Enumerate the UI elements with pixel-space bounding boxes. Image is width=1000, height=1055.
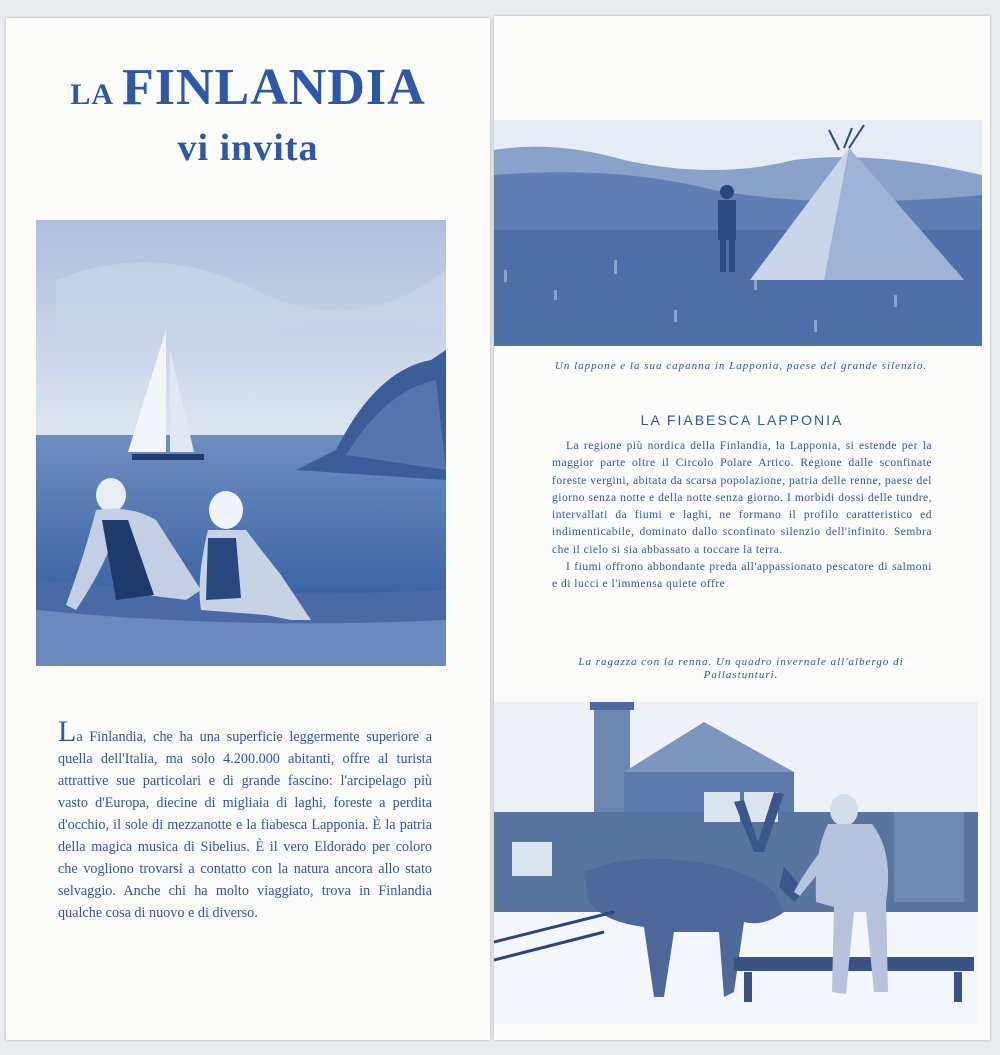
intro-text: [58, 715, 432, 924]
right-page: [494, 16, 990, 1040]
title-main: FINLANDIA: [122, 59, 426, 116]
caption-reindeer: La ragazza con la renna. Un quadro invernale all'albergo di Pallastunturi.: [578, 656, 904, 681]
photo-lapp-hut: [494, 120, 982, 346]
lapland-paragraph-2: I fiumi offrono abbondante preda all'appassionato pescatore di salmoni e di lucci e l'immensa quiete offre: [552, 561, 932, 591]
caption-lapp-hut: Un lappone e la sua capanna in Lapponia, paese del grande silenzio.: [554, 360, 928, 372]
brochure-title: [6, 58, 490, 117]
lapland-paragraph-1: La regione più nordica della Finlandia, la Lapponia, si estende per la maggior parte oltre il Circolo Polare Artico. Regione dalle sconfinate foreste vergini, abitata da scarsa popolazione, patria delle renne, paese del giorno senza notte e della notte senza giorno. I morbidi dossi delle tundre, intervallati da fiumi e laghi, ne formano il profilo caratteristico ed indimenticabile, dominato dallo sconfinato silenzio dell'infinito. Sembra che il cielo si sia abbassato a toccare la terra.: [552, 440, 932, 556]
photo-sunbathers-sailboat: [36, 220, 446, 666]
brochure-subtitle: vi invita: [177, 127, 319, 169]
lapland-text: [552, 438, 932, 594]
photo-girl-reindeer: [494, 702, 978, 1024]
intro-paragraph: a Finlandia, che ha una superficie leggermente superiore a quella dell'Italia, ma solo 4.200.000 abitanti, offre al turista attrattive sue particolari e di grande fascino: l'arcipelago più vasto d'Europa, diecine di migliaia di laghi, foreste a perdita d'occhio, il sole di mezzanotte e la fiabesca Lapponia. È la patria della magica musica di Sibelius. È il vero Eldorado per coloro che vogliono trovarsi a contatto con la natura ancora allo stato selvaggio. Anche chi ha molto viaggiato, trova in Finlandia qualche cosa di nuovo e di diverso.: [58, 729, 432, 921]
intro-drop-cap: L: [58, 715, 77, 748]
title-prefix: LA: [70, 78, 114, 111]
section-heading: LA FIABESCA LAPPONIA: [640, 412, 844, 428]
left-page: [6, 18, 490, 1040]
